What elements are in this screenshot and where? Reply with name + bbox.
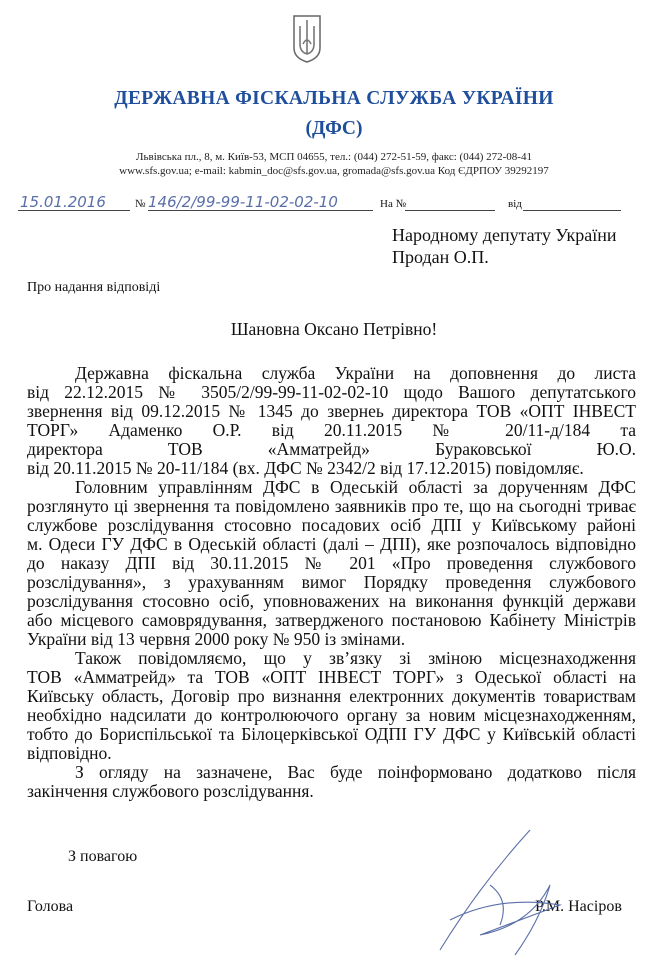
organization-title: ДЕРЖАВНА ФІСКАЛЬНА СЛУЖБА УКРАЇНИ [114,88,554,109]
paragraph-line: м. Одеси ГУ ДФС в Одеській області (далі – ДПІ), яке розпочалось відповідно [27,534,636,554]
signatory-position: Голова [27,898,74,915]
paragraph-line: відповідно. [27,743,112,763]
paragraph-line: ТОРГ» Адаменко О.Р. від 20.11.2015 № 20/11-д/184 та [27,420,636,440]
paragraph-line: розглянуто ці звернення та повідомлено заявників про те, що на сьогодні триває [27,496,636,516]
registration-line [18,193,628,215]
paragraph [27,364,636,478]
handwritten-signature [420,825,570,970]
paragraph [27,478,636,649]
ref-date-label: від [508,198,522,210]
paragraph-line: розслідування», з урахуванням вимог Порядку проведення службового [27,572,636,592]
ref-date-field [523,193,621,211]
paragraph [27,763,636,801]
signatory-name: Р.М. Насіров [535,898,622,915]
paragraph-line: Головним управлінням ДФС в Одеській області за дорученням ДФС [75,477,636,497]
paragraph-line: України від 13 червня 2000 року № 950 із змінами. [27,629,406,649]
paragraph-line: Також повідомляємо, що у зв’язку зі зміною місцезнаходження [75,648,636,668]
organization-abbr: (ДФС) [305,118,363,139]
paragraph-line: або місцевого самоврядування, затвердженого постановою Кабінету Міністрів [27,610,636,630]
ref-number-label: На № [380,198,407,210]
paragraph [27,649,636,763]
ref-number-field [405,193,495,211]
paragraph-line: закінчення службового розслідування. [27,781,314,801]
paragraph-line: тобто до Бориспільської та Білоцерківської ОДПІ ГУ ДФС у Київській області [27,724,636,744]
paragraph-line: необхідно надсилати до контролюючого органу за новим місцезнаходженням, [27,705,636,725]
addressee-name: Продан О.П. [392,247,489,267]
organization-contacts: www.sfs.gov.ua; e-mail: kabmin_doc@sfs.gov.ua, gromada@sfs.gov.ua Код ЄДРПОУ 39292197 [119,165,549,177]
paragraph-line: до наказу ДПІ від 30.11.2015 № 201 «Про проведення службового [27,553,636,573]
greeting: Шановна Оксано Петрівно! [230,319,438,339]
closing-regards: З повагою [68,848,138,865]
registration-date: 15.01.2016 [20,193,106,211]
paragraph-line: розслідування стосовно осіб, уповноважених на виконання функцій держави [27,591,636,611]
addressee-title: Народному депутату України [392,225,617,245]
paragraph-line: від 22.12.2015 № 3505/2/99-99-11-02-02-10 щодо Вашого депутатського [27,382,636,402]
coat-of-arms-emblem [292,14,322,69]
paragraph-line: службове розслідування стосовно посадових осіб ДПІ у Київському районі [27,515,636,535]
number-label: № [135,198,146,210]
paragraph-line: директора ТОВ «Амматрейд» Бураковської Ю.О. [27,439,636,459]
letter-body [27,364,636,801]
registration-number: 146/2/99-99-11-02-02-10 [148,193,338,211]
paragraph-line: звернення від 09.12.2015 № 1345 до звернеь директора ТОВ «ОПТ ІНВЕСТ [27,401,636,421]
letter-subject: Про надання відповіді [27,280,161,295]
paragraph-line: З огляду на зазначене, Вас буде поінформовано додатково після [75,762,636,782]
paragraph-line: Київську область, Договір про визнання електронних документів товариствам [27,686,636,706]
paragraph-line: ТОВ «Амматрейд» та ТОВ «ОПТ ІНВЕСТ ТОРГ» з Одеської області на [27,667,636,687]
paragraph-line: від 20.11.2015 № 20-11/184 (вх. ДФС № 2342/2 від 17.12.2015) повідомляє. [27,458,584,478]
organization-address: Львівська пл., 8, м. Київ-53, МСП 04655, тел.: (044) 272-51-59, факс: (044) 272-08-41 [136,151,532,163]
paragraph-line: Державна фіскальна служба України на доповнення до листа [75,363,636,383]
